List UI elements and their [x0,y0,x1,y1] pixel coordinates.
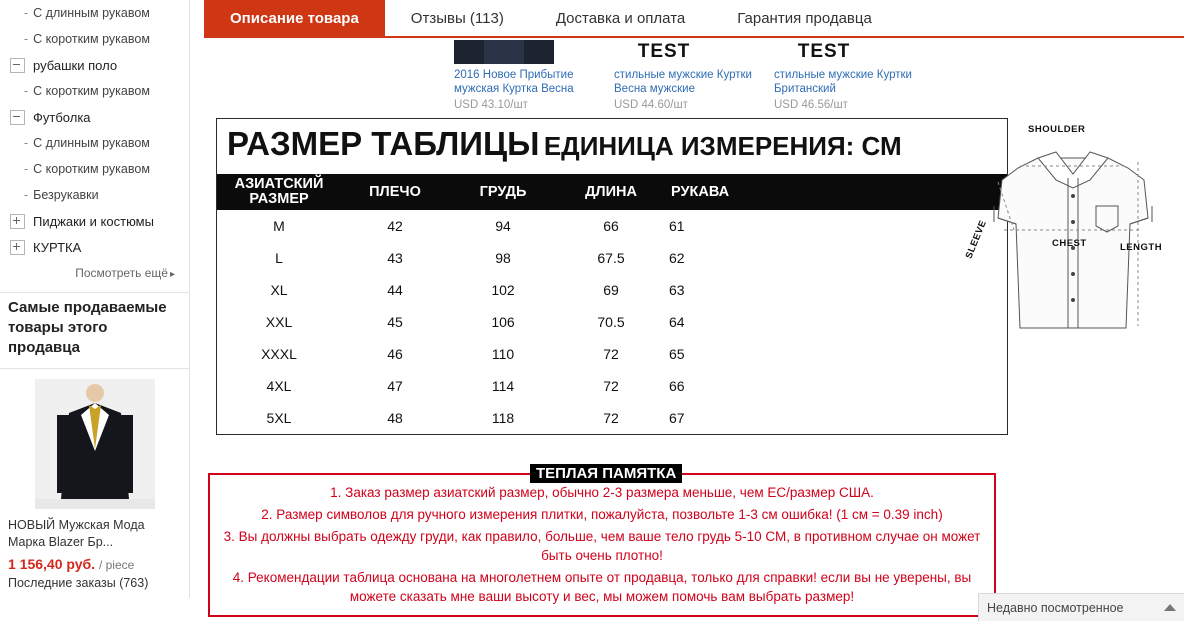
jacket-photo [454,40,554,64]
sidebar-item-long-sleeve-1[interactable] [0,0,189,26]
table-header-row [217,174,1007,210]
cell-chest: 102 [491,282,515,298]
sidebar-item-long-sleeve-2[interactable] [0,130,189,156]
cell-size: XXL [265,314,293,330]
sidebar-item-label: Футболка [33,109,91,125]
column-header-chest: ГРУДЬ [479,184,527,200]
cell-sleeve: 63 [669,282,685,298]
recently-viewed-bar[interactable] [978,593,1184,621]
sidebar-item-label: Пиджаки и костюмы [33,213,154,229]
price-value: 1 156,40 руб. [8,556,96,572]
cell-sleeve: 62 [669,250,685,266]
product-tabs [204,0,1184,38]
cell-shoulder: 44 [387,282,403,298]
table-row [217,210,1007,242]
table-row [217,242,1007,274]
chevron-up-icon[interactable] [1164,604,1176,611]
recent-orders-count: Последние заказы (763) [8,576,149,590]
column-header-length: ДЛИНА [585,184,637,200]
tab-shipping-payment[interactable]: Доставка и оплата [555,10,686,27]
shirt-measurement-diagram [963,122,1178,350]
cell-length: 66 [603,218,619,234]
product-price: USD 44.60/шт [614,99,688,111]
cell-sleeve: 61 [669,218,685,234]
table-row [217,274,1007,306]
reminder-line-1: 1. Заказ размер азиатский размер, обычно 2-3 размера меньше, чем ЕС/размер США. [330,485,874,500]
cell-sleeve: 67 [669,410,685,426]
size-chart [216,118,1008,435]
sidebar-item-label: С коротким рукавом [33,32,150,46]
cell-size: XL [270,282,288,298]
column-header-size: АЗИАТСКИЙ РАЗМЕР [234,176,324,207]
bullet-dash-icon: - [24,84,29,98]
size-chart-header [217,119,1007,174]
sidebar-item-short-sleeve-1[interactable] [0,26,189,52]
tab-seller-guarantee[interactable]: Гарантия продавца [737,10,872,27]
cell-size: 4XL [266,378,292,394]
sidebar-item-label: КУРТКА [33,239,82,255]
cell-chest: 106 [491,314,515,330]
cell-shoulder: 48 [387,410,403,426]
product-title[interactable]: стильные мужские Куртки Весна мужские [614,69,752,95]
cell-sleeve: 65 [669,346,685,362]
minus-toggle-icon[interactable] [10,58,25,73]
product-image[interactable]: TEST [614,40,714,64]
reminder-line-2: 2. Размер символов для ручного измерения плитки, пожалуйста, позвольте 1-3 см ошибка! (1 см = 0.39 inch) [261,507,943,522]
tab-reviews[interactable]: Отзывы (113) [410,10,504,27]
table-row [217,338,1007,370]
sidebar-item-short-sleeve-2[interactable] [0,78,189,104]
column-header-shoulder: ПЛЕЧО [369,184,421,200]
price-unit: / piece [98,558,135,572]
left-sidebar [0,0,192,621]
product-title[interactable]: стильные мужские Куртки Британский [774,69,912,95]
cell-length: 72 [603,378,619,394]
blazer-photo [35,379,155,509]
sidebar-item-label: С длинным рукавом [33,6,150,20]
chevron-right-icon: ▸ [169,269,175,280]
sidebar-item-label: С коротким рукавом [33,162,150,176]
recommended-item[interactable] [444,40,604,112]
recommended-item[interactable] [604,40,764,112]
cell-length: 67.5 [597,250,625,266]
label-sleeve: SLEEVE [963,218,989,261]
label-length: LENGTH [1120,242,1163,253]
cell-shoulder: 42 [387,218,403,234]
best-selling-block [0,282,190,598]
recently-viewed-label: Недавно посмотренное [987,600,1124,615]
label-chest: CHEST [1052,238,1087,249]
cell-sleeve: 66 [669,378,685,394]
sidebar-item-label: Безрукавки [33,188,99,202]
cell-chest: 94 [495,218,511,234]
sidebar-item-tshirt[interactable] [0,104,189,130]
reminder-line-4: 4. Рекомендации таблица основана на многолетнем опыте от продавца, только для справки! если вы не уверены, вы можете сказать мне ваши высоту и вес, мы можем помочь вам выбрать размер! [232,570,972,604]
recommended-products [444,40,1184,112]
sidebar-item-polo-shirts[interactable] [0,52,189,78]
cell-size: M [273,218,285,234]
sidebar-item-jacket[interactable] [0,234,189,260]
plus-toggle-icon[interactable] [10,214,25,229]
sidebar-item-label: С длинным рукавом [33,136,150,150]
sidebar-item-blazers-suits[interactable] [0,208,189,234]
sidebar-item-sleeveless[interactable] [0,182,189,208]
size-chart-title: РАЗМЕР ТАБЛИЦЫ [227,125,540,162]
table-row [217,402,1007,434]
shirt-outline-icon [968,122,1178,350]
minus-toggle-icon[interactable] [10,110,25,125]
cell-size: XXXL [261,346,297,362]
cell-length: 72 [603,346,619,362]
tab-description[interactable]: Описание товара [204,0,385,38]
product-image[interactable]: TEST [774,40,874,64]
bullet-dash-icon: - [24,6,29,20]
cell-shoulder: 47 [387,378,403,394]
cell-size: L [275,250,283,266]
warm-reminder-title: ТЕПЛАЯ ПАМЯТКА [530,464,682,483]
table-row [217,306,1007,338]
cell-shoulder: 43 [387,250,403,266]
cell-length: 70.5 [597,314,625,330]
see-more-label: Посмотреть ещё [75,266,168,280]
product-thumbnail[interactable] [35,379,155,509]
cell-chest: 110 [491,346,515,362]
bullet-dash-icon: - [24,32,29,46]
sidebar-item-label: рубашки поло [33,57,118,73]
size-chart-unit: ЕДИНИЦА ИЗМЕРЕНИЯ: СМ [543,131,902,161]
label-shoulder: SHOULDER [1028,124,1086,135]
bullet-dash-icon: - [24,136,29,150]
cell-size: 5XL [266,410,292,426]
product-name[interactable]: НОВЫЙ Мужская Мода Марка Blazer Бр... [8,518,145,549]
product-title[interactable]: 2016 Новое Прибытие мужская Куртка Весна [454,69,574,95]
reminder-line-3: 3. Вы должны выбрать одежду груди, как правило, больше, чем ваше тело грудь 5-10 СМ, в противном случае он может быть очень плотно! [223,529,981,563]
cell-chest: 118 [491,410,515,426]
sidebar-item-short-sleeve-3[interactable] [0,156,189,182]
cell-length: 72 [603,410,619,426]
cell-chest: 114 [491,378,515,394]
product-price: USD 43.10/шт [454,99,528,111]
warm-reminder-box [208,465,996,617]
category-list [0,0,190,293]
cell-length: 69 [603,282,619,298]
product-price [8,556,181,572]
cell-chest: 98 [495,250,511,266]
product-price: USD 46.56/шт [774,99,848,111]
bullet-dash-icon: - [24,188,29,202]
recommended-item[interactable] [764,40,924,112]
table-row [217,370,1007,402]
best-selling-title: Самые продаваемые товары этого продавца [0,282,189,369]
cell-shoulder: 46 [387,346,403,362]
cell-shoulder: 45 [387,314,403,330]
cell-sleeve: 64 [669,314,685,330]
column-header-sleeve: РУКАВА [671,184,730,200]
plus-toggle-icon[interactable] [10,240,25,255]
best-selling-item[interactable] [0,369,189,598]
bullet-dash-icon: - [24,162,29,176]
product-image[interactable] [454,40,554,64]
sidebar-item-label: С коротким рукавом [33,84,150,98]
